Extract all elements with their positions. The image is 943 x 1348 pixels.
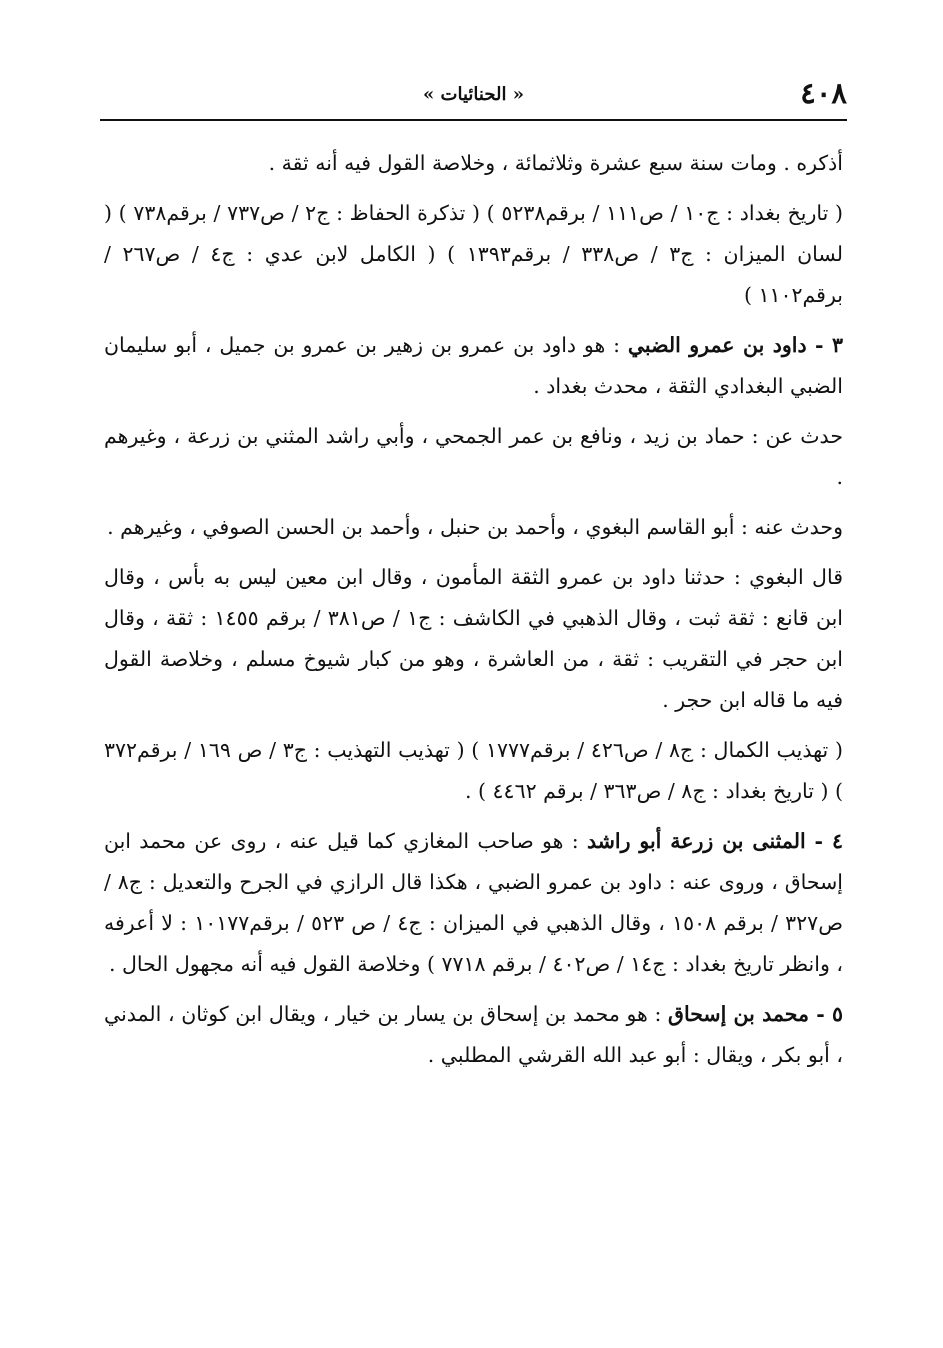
paragraph-text: قال البغوي : حدثنا داود بن عمرو الثقة المأمون ، وقال ابن معين ليس به بأس ، وقال ابن قانع : ثقة ثبت ، وقال الذهبي في الكاشف : ج١ / ص٣٨١ / برقم ١٤٥٥ : ثقة ، وقال ابن حجر في التقريب : ثقة ، من العاشرة ، وهو من كبار شيوخ مسلم ، وخلاصة القول فيه ما قاله ابن حجر . xyxy=(104,565,843,712)
running-title: « الحنائيات » xyxy=(423,84,524,105)
paragraph-text: وحدث عنه : أبو القاسم البغوي ، وأحمد بن حنبل ، وأحمد بن الحسن الصوفي ، وغيرهم . xyxy=(107,515,843,539)
paragraph-text: حدث عن : حماد بن زيد ، ونافع بن عمر الجمحي ، وأبي راشد المثني بن زرعة ، وغيرهم . xyxy=(104,424,843,489)
paragraph-text: ( تهذيب الكمال : ج٨ / ص٤٢٦ / برقم١٧٧٧ ) ( تهذيب التهذيب : ج٣ / ص ١٦٩ / برقم٣٧٢ ) ( تاريخ بغداد : ج٨ / ص٣٦٣ / برقم ٤٤٦٢ ) . xyxy=(104,738,843,803)
paragraph xyxy=(104,193,843,316)
header-rule xyxy=(100,119,847,121)
page-number: ٤٠٨ xyxy=(800,76,847,110)
entry-heading: ٥ - محمد بن إسحاق xyxy=(668,1002,843,1026)
paragraph xyxy=(104,557,843,721)
paragraph-text: : هو صاحب المغازي كما قيل عنه ، روى عن محمد ابن إسحاق ، وروى عنه : داود بن عمرو الضبي ، هكذا قال الرازي في الجرح والتعديل : ج٨ / ص٣٢٧ / برقم ١٥٠٨ ، وقال الذهبي في الميزان : ج٤ / ص ٥٢٣ / برقم١٠١٧٧ : لا أعرفه ، وانظر تاريخ بغداد : ج١٤ / ص٤٠٢ / برقم ٧٧١٨ ) وخلاصة القول فيه أنه مجهول الحال . xyxy=(104,829,843,976)
paragraph xyxy=(104,143,843,184)
paragraph xyxy=(104,994,843,1076)
paragraph-text: أذكره . ومات سنة سبع عشرة وثلاثمائة ، وخلاصة القول فيه أنه ثقة . xyxy=(268,151,843,175)
paragraph xyxy=(104,821,843,985)
paragraph-text: : هو محمد بن إسحاق بن يسار بن خيار ، ويقال ابن كوثان ، المدني ، أبو بكر ، ويقال : أبو عبد الله القرشي المطلبي . xyxy=(104,1002,843,1067)
paragraph xyxy=(104,507,843,548)
paragraph xyxy=(104,416,843,498)
paragraph xyxy=(104,325,843,407)
entry-heading: ٣ - داود بن عمرو الضبي xyxy=(627,333,843,357)
page-header xyxy=(100,76,847,120)
paragraph xyxy=(104,730,843,812)
paragraph-text: : هو داود بن عمرو بن زهير بن عمرو بن جميل ، أبو سليمان الضبي البغدادي الثقة ، محدث بغداد . xyxy=(104,333,843,398)
entry-heading: ٤ - المثنى بن زرعة أبو راشد xyxy=(586,829,843,853)
page-body xyxy=(104,143,843,1085)
paragraph-text: ( تاريخ بغداد : ج١٠ / ص١١١ / برقم٥٢٣٨ ) ( تذكرة الحفاظ : ج٢ / ص٧٣٧ / برقم٧٣٨ ) ( لسان الميزان : ج٣ / ص٣٣٨ / برقم١٣٩٣ ) ( الكامل لابن عدي : ج٤ / ص٢٦٧ / برقم١١٠٢ ) xyxy=(104,201,843,307)
